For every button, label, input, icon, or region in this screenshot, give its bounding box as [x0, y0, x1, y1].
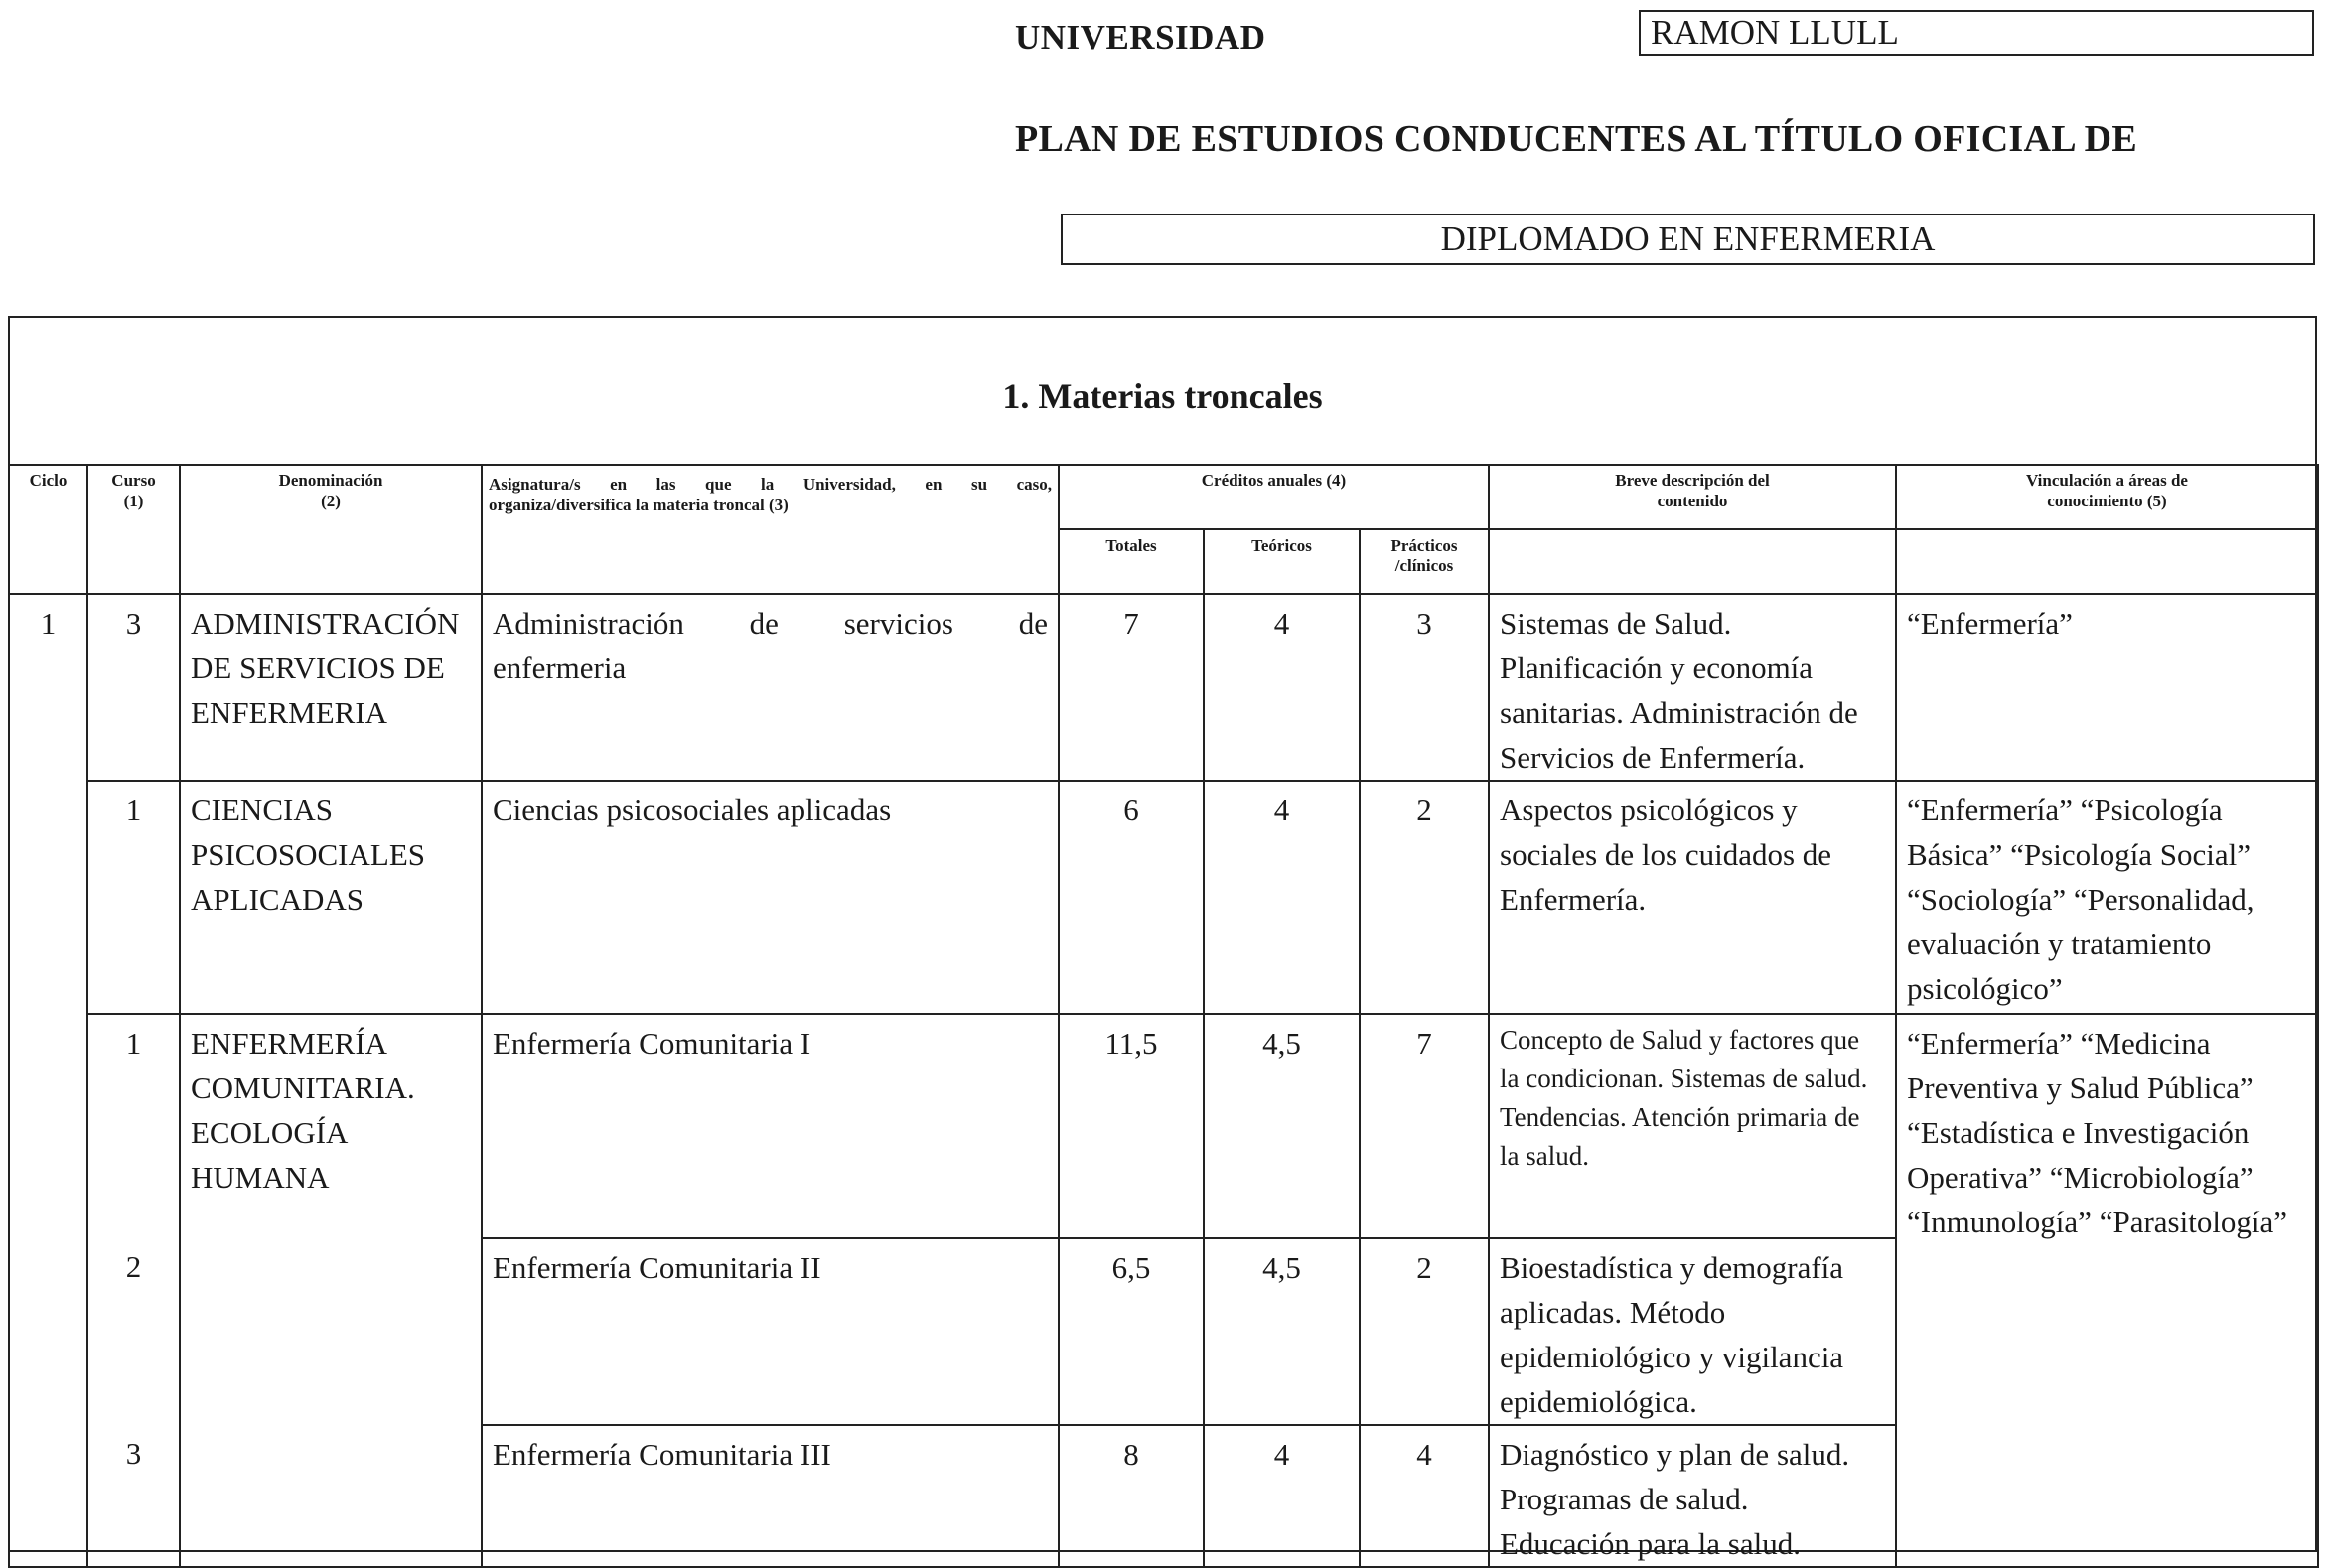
totales-cell: 6	[1059, 781, 1204, 1014]
totales-cell: 11,5	[1059, 1014, 1204, 1238]
col-header-practicos: Prácticos /clínicos	[1360, 529, 1489, 594]
practicos-cell: 4	[1360, 1425, 1489, 1567]
practicos-cell: 7	[1360, 1014, 1489, 1238]
table-row	[9, 1014, 2318, 1238]
totales-cell: 8	[1059, 1425, 1204, 1567]
curso-cell: 3	[87, 1425, 180, 1567]
subjects-table	[8, 464, 2319, 1568]
col-header-creditos: Créditos anuales (4)	[1059, 465, 1489, 529]
university-label: UNIVERSIDAD	[1015, 18, 1266, 57]
denominacion-cell: CIENCIAS PSICOSOCIALES APLICADAS	[180, 781, 482, 1014]
vinculacion-cell: “Enfermería” “Medicina Preventiva y Salud Pública” “Estadística e Investigación Operativa” “Microbiología” “Inmunología” “Parasitología”	[1896, 1014, 2318, 1567]
teoricos-cell: 4,5	[1204, 1014, 1360, 1238]
practicos-cell: 2	[1360, 781, 1489, 1014]
col-header-totales: Totales	[1059, 529, 1204, 594]
col-header-vinculacion: Vinculación a áreas de conocimiento (5)	[1896, 465, 2318, 529]
table-row	[9, 594, 2318, 781]
practicos-cell: 2	[1360, 1238, 1489, 1425]
curso-cell: 3	[87, 594, 180, 781]
vinculacion-cell: “Enfermería”	[1896, 594, 2318, 781]
totales-cell: 6,5	[1059, 1238, 1204, 1425]
asignatura-cell: Enfermería Comunitaria II	[482, 1238, 1059, 1425]
curso-cell: 1	[87, 781, 180, 1014]
col-header-denominacion: Denominación (2)	[180, 465, 482, 594]
col-header-ciclo: Ciclo	[9, 465, 87, 594]
practicos-cell: 3	[1360, 594, 1489, 781]
teoricos-cell: 4,5	[1204, 1238, 1360, 1425]
asignatura-cell: Administración de servicios de enfermeria	[482, 594, 1059, 781]
col-header-asignatura: Asignatura/s en las que la Universidad, en su caso, organiza/diversifica la materia troncal (3)	[482, 465, 1059, 594]
col-header-teoricos: Teóricos	[1204, 529, 1360, 594]
descripcion-cell: Diagnóstico y plan de salud. Programas de salud. Educación para la salud.	[1489, 1425, 1896, 1567]
ciclo-cell: 1	[9, 594, 87, 1567]
descripcion-cell: Bioestadística y demografía aplicadas. Método epidemiológico y vigilancia epidemiológica.	[1489, 1238, 1896, 1425]
degree-field: DIPLOMADO EN ENFERMERIA	[1061, 214, 2315, 265]
table-row	[9, 781, 2318, 1014]
asignatura-cell: Enfermería Comunitaria I	[482, 1014, 1059, 1238]
asignatura-cell: Ciencias psicosociales aplicadas	[482, 781, 1059, 1014]
denominacion-cell: ADMINISTRACIÓN DE SERVICIOS DE ENFERMERIA	[180, 594, 482, 781]
totales-cell: 7	[1059, 594, 1204, 781]
header-row	[9, 465, 2318, 529]
asignatura-cell: Enfermería Comunitaria III	[482, 1425, 1059, 1567]
subheader-blank	[1489, 529, 1896, 594]
col-header-descripcion: Breve descripción del contenido	[1489, 465, 1896, 529]
curso-cell: 1	[87, 1014, 180, 1238]
denominacion-cell: ENFERMERÍA COMUNITARIA. ECOLOGÍA HUMANA	[180, 1014, 482, 1567]
teoricos-cell: 4	[1204, 594, 1360, 781]
descripcion-cell: Aspectos psicológicos y sociales de los cuidados de Enfermería.	[1489, 781, 1896, 1014]
section-title: 1. Materias troncales	[1002, 376, 1323, 416]
teoricos-cell: 4	[1204, 781, 1360, 1014]
vinculacion-cell: “Enfermería” “Psicología Básica” “Psicología Social” “Sociología” “Personalidad, evaluación y tratamiento psicológico”	[1896, 781, 2318, 1014]
descripcion-cell: Concepto de Salud y factores que la condicionan. Sistemas de salud. Tendencias. Atención primaria de la salud.	[1489, 1014, 1896, 1238]
col-header-curso: Curso (1)	[87, 465, 180, 594]
descripcion-cell: Sistemas de Salud. Planificación y economía sanitarias. Administración de Servicios de Enfermería.	[1489, 594, 1896, 781]
subheader-blank	[1896, 529, 2318, 594]
curso-cell: 2	[87, 1238, 180, 1425]
plan-title: PLAN DE ESTUDIOS CONDUCENTES AL TÍTULO OFICIAL DE	[1015, 118, 2138, 160]
university-name-field: RAMON LLULL	[1639, 10, 2314, 56]
teoricos-cell: 4	[1204, 1425, 1360, 1567]
